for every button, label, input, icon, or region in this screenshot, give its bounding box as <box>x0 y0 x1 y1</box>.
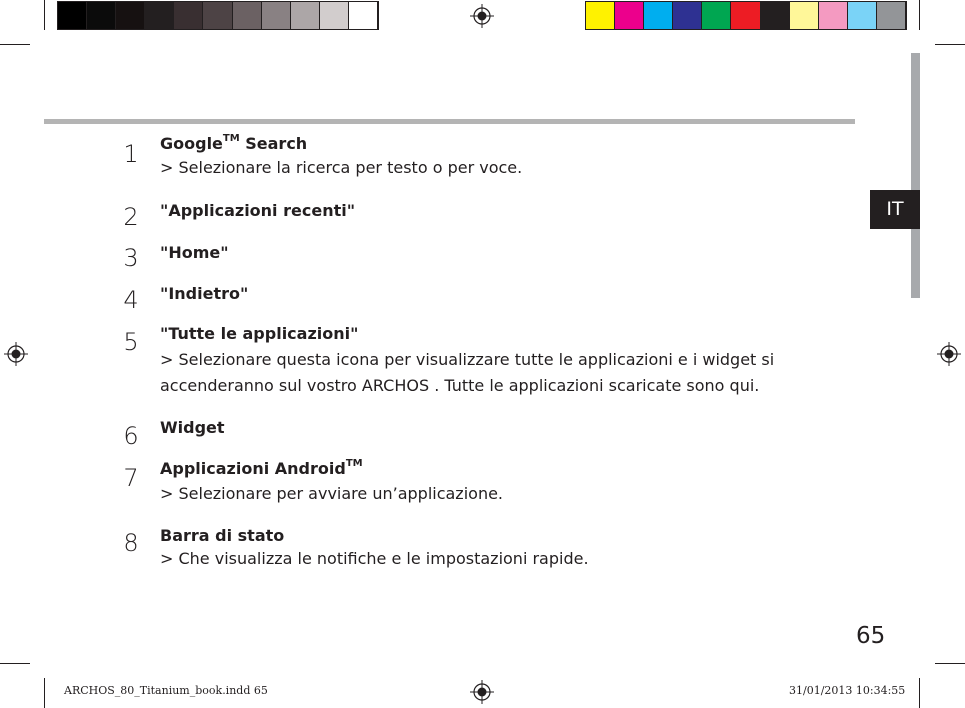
grayscale-color-bar <box>57 1 379 30</box>
item-title-text: Google <box>160 134 223 153</box>
crop-mark <box>0 44 30 45</box>
color-swatch <box>58 2 87 29</box>
item-number: 6 <box>123 422 139 450</box>
crop-mark <box>935 44 965 45</box>
color-swatch <box>174 2 203 29</box>
trademark-mark: TM <box>345 458 363 469</box>
item-title-text: Search <box>239 134 308 153</box>
item-description: > Che visualizza le notifiche e le impostazioni rapide. <box>160 549 589 568</box>
color-swatch <box>320 2 349 29</box>
slug-timestamp: 31/01/2013 10:34:55 <box>789 684 906 697</box>
registration-mark-icon <box>470 680 494 704</box>
item-title: "Tutte le applicazioni" <box>160 324 359 343</box>
color-swatch <box>145 2 174 29</box>
item-title: Widget <box>160 418 225 437</box>
color-swatch <box>203 2 232 29</box>
item-title: Barra di stato <box>160 526 285 545</box>
item-description: > Selezionare questa icona per visualizzare tutte le applicazioni e i widget si <box>160 350 775 369</box>
crop-mark <box>0 663 30 664</box>
crop-mark <box>935 663 965 664</box>
item-title <box>160 134 307 153</box>
color-swatch <box>644 2 673 29</box>
color-swatch <box>87 2 116 29</box>
color-swatch <box>262 2 291 29</box>
color-swatch <box>116 2 145 29</box>
color-swatch <box>731 2 760 29</box>
color-swatch <box>790 2 819 29</box>
color-swatch <box>673 2 702 29</box>
color-swatch <box>877 2 906 29</box>
item-title <box>160 459 363 478</box>
crop-mark <box>44 678 45 708</box>
item-title-text: Applicazioni Android <box>160 459 346 478</box>
item-number: 2 <box>123 203 139 231</box>
crop-mark <box>44 0 45 30</box>
item-description: > Selezionare la ricerca per testo o per voce. <box>160 158 523 177</box>
item-title: "Indietro" <box>160 284 249 303</box>
color-swatch <box>848 2 877 29</box>
item-title: "Applicazioni recenti" <box>160 201 356 220</box>
item-number: 4 <box>123 286 139 314</box>
page-number: 65 <box>856 623 886 649</box>
item-description: > Selezionare per avviare un’applicazione. <box>160 484 504 503</box>
color-swatch <box>586 2 615 29</box>
header-divider <box>44 119 855 124</box>
item-title: "Home" <box>160 243 229 262</box>
language-tab: IT <box>870 190 920 229</box>
color-swatch <box>233 2 262 29</box>
color-swatch <box>615 2 644 29</box>
color-swatch <box>349 2 378 29</box>
item-description: accenderanno sul vostro ARCHOS . Tutte le applicazioni scaricate sono qui. <box>160 376 760 395</box>
item-number: 5 <box>123 328 139 356</box>
item-number: 8 <box>123 529 139 557</box>
registration-mark-icon <box>470 4 494 28</box>
registration-mark-icon <box>937 342 961 366</box>
color-swatch <box>702 2 731 29</box>
slug-filename: ARCHOS_80_Titanium_book.indd 65 <box>64 684 268 697</box>
registration-mark-icon <box>4 342 28 366</box>
color-swatch <box>761 2 790 29</box>
crop-mark <box>919 0 920 30</box>
trademark-mark: TM <box>222 133 240 144</box>
item-number: 1 <box>123 140 139 168</box>
side-strip <box>911 53 920 298</box>
process-color-bar <box>585 1 907 30</box>
color-swatch <box>291 2 320 29</box>
item-number: 3 <box>123 244 139 272</box>
crop-mark <box>919 678 920 708</box>
color-swatch <box>819 2 848 29</box>
item-number: 7 <box>123 464 139 492</box>
